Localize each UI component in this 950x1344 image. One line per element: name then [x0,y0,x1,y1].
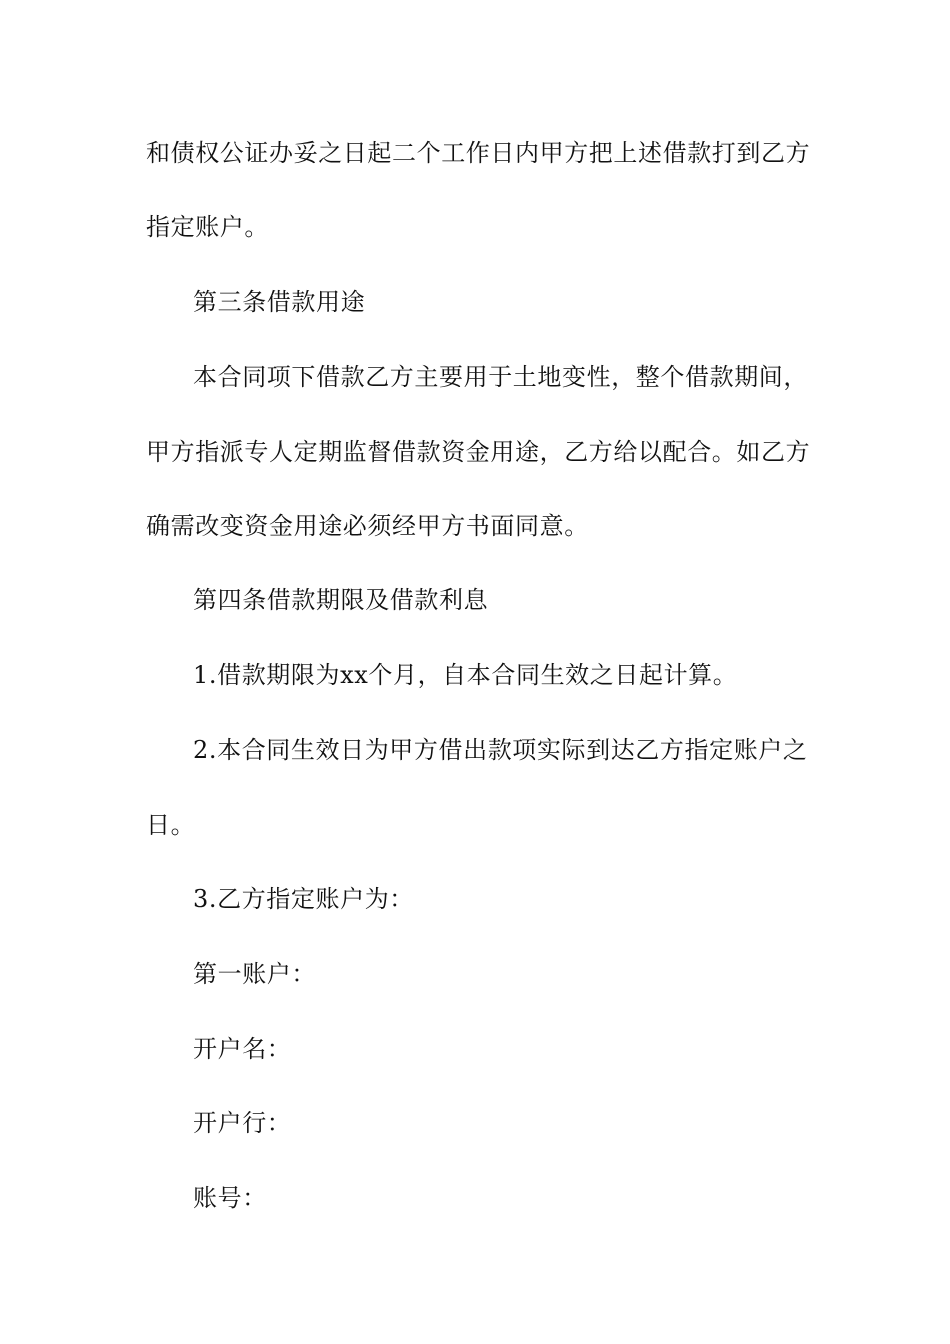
paragraph-line: 甲方指派专人定期监督借款资金用途，乙方给以配合。如乙方 [146,438,811,466]
account-number-label: 账号： [193,1184,267,1212]
list-item: 2.本合同生效日为甲方借出款项实际到达乙方指定账户之 [193,736,808,764]
list-item: 3.乙方指定账户为： [193,885,414,913]
account-bank-label: 开户行： [193,1109,292,1137]
paragraph-line: 指定账户。 [146,213,269,241]
paragraph-line: 日。 [146,811,196,839]
section-heading-article-3: 第三条借款用途 [193,288,366,316]
account-name-label: 开户名： [193,1035,292,1063]
list-item: 1.借款期限为xx个月，自本合同生效之日起计算。 [193,661,738,689]
paragraph-line: 确需改变资金用途必须经甲方书面同意。 [146,512,589,540]
account-field-label: 第一账户： [193,960,316,988]
paragraph-line: 和债权公证办妥之日起二个工作日内甲方把上述借款打到乙方 [146,139,811,167]
section-heading-article-4: 第四条借款期限及借款利息 [193,586,489,614]
paragraph-line: 本合同项下借款乙方主要用于土地变性，整个借款期间， [193,363,808,391]
